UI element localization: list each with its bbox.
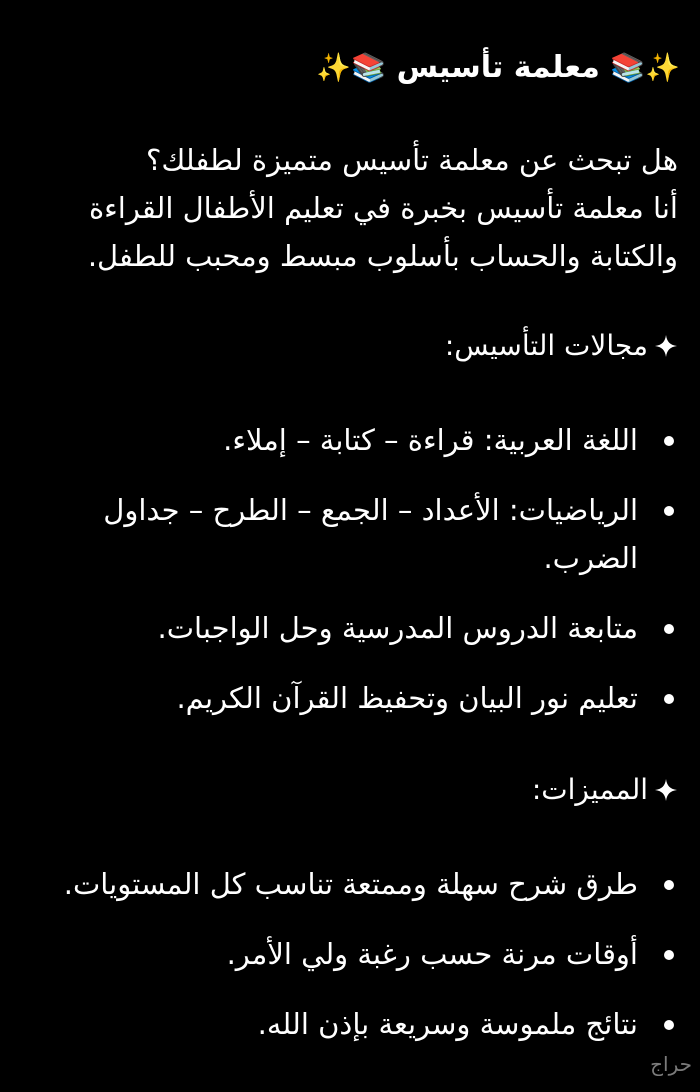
intro-paragraph (18, 136, 678, 280)
post-title (316, 44, 680, 92)
list-item (38, 604, 638, 652)
intro-line-2: أنا معلمة تأسيس بخبرة في تعليم الأطفال القراءة (88, 191, 678, 225)
list-item (38, 674, 638, 722)
sparkle-icon (654, 778, 678, 802)
list-item-line-1: متابعة الدروس المدرسية وحل الواجبات. (157, 611, 638, 645)
bullet-dot (664, 880, 674, 890)
post-title-text: معلمة تأسيس (396, 50, 600, 85)
bullet-dot (664, 624, 674, 634)
intro-line-1: هل تبحث عن معلمة تأسيس متميزة لطفلك؟ (145, 143, 678, 177)
intro-line-3: والكتابة والحساب بأسلوب مبسط ومحبب للطفل. (87, 239, 678, 273)
list-item (38, 1000, 638, 1048)
list-item-line-1: الرياضيات: الأعداد – الجمع – الطرح – جداول (103, 493, 638, 527)
list-item (38, 930, 638, 978)
features-heading (532, 770, 678, 810)
haraj-watermark: حراج (650, 1052, 692, 1076)
list-item (38, 486, 638, 582)
bullet-dot (664, 436, 674, 446)
features-heading-text: المميزات: (531, 773, 648, 806)
list-item-line-1: تعليم نور البيان وتحفيظ القرآن الكريم. (176, 681, 638, 715)
list-item-line-1: نتائج ملموسة وسريعة بإذن الله. (257, 1007, 638, 1041)
features-list (38, 860, 638, 1048)
list-item-line-1: أوقات مرنة حسب رغبة ولي الأمر. (226, 937, 638, 971)
list-item-line-1: اللغة العربية: قراءة – كتابة – إملاء. (223, 423, 638, 457)
books-sparkles-emoji-right: ✨📚 (610, 51, 680, 84)
list-item (38, 860, 638, 908)
books-sparkles-emoji-left: 📚✨ (316, 51, 387, 84)
bullet-dot (664, 1020, 674, 1030)
fields-list (38, 416, 638, 722)
list-item-line-1: طرق شرح سهلة وممتعة تناسب كل المستويات. (63, 867, 638, 901)
bullet-dot (664, 506, 674, 516)
sparkle-icon (654, 334, 678, 358)
fields-heading (445, 326, 678, 366)
list-item-line-2: الضرب. (543, 541, 638, 575)
bullet-dot (664, 694, 674, 704)
list-item (38, 416, 638, 464)
fields-heading-text: مجالات التأسيس: (444, 329, 648, 362)
bullet-dot (664, 950, 674, 960)
